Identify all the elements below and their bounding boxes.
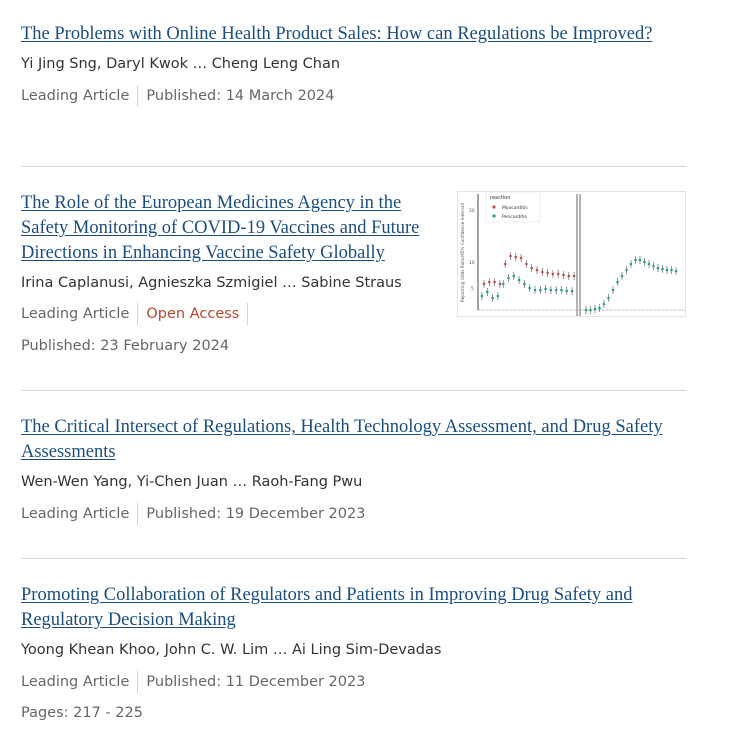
figure-point [607, 297, 610, 300]
figure-legend-item: Pericarditis [502, 215, 527, 220]
figure-point [675, 270, 678, 273]
publish-date: Published: 14 March 2024 [146, 88, 335, 104]
figure-point [666, 269, 669, 272]
figure-point [530, 267, 533, 270]
figure-point [589, 309, 592, 312]
article-title-link[interactable]: The Role of the European Medicines Agency in the Safety Monitoring of COVID-19 Vaccines and Future Directions in Enhancing Vaccine Safety Globally [21, 193, 420, 263]
figure-point [486, 291, 489, 294]
figure-point [657, 267, 660, 270]
figure-point [502, 283, 505, 286]
figure-point [493, 281, 496, 284]
figure-thumbnail-chart [458, 192, 685, 316]
figure-point [621, 275, 624, 278]
figure-legend-title: reaction [490, 195, 511, 201]
article-title-link[interactable]: The Problems with Online Health Product Sales: How can Regulations be Improved? [21, 24, 653, 44]
article-type: Leading Article [21, 88, 130, 104]
figure-point [509, 255, 512, 258]
open-access-badge: Open Access [146, 306, 240, 322]
figure-point [648, 263, 651, 266]
article-divider [21, 558, 686, 559]
figure-point [528, 287, 531, 290]
article-item [21, 191, 446, 356]
figure-point [550, 289, 553, 292]
figure-point [562, 274, 565, 277]
figure-point [643, 261, 646, 264]
article-type: Leading Article [21, 674, 130, 690]
figure-ytick: 10 [469, 261, 475, 266]
figure-point [603, 303, 606, 306]
figure-point [515, 256, 518, 259]
article-item [21, 583, 686, 723]
figure-point [544, 288, 547, 291]
figure-point [616, 281, 619, 284]
figure-point [598, 307, 601, 310]
figure-point [497, 295, 500, 298]
figure-point [661, 268, 664, 271]
article-authors: Yi Jing Sng, Daryl Kwok … Cheng Leng Chan [21, 56, 341, 72]
article-title-link[interactable]: The Critical Intersect of Regulations, Health Technology Assessment, and Drug Safety Assessments [21, 417, 663, 462]
figure-point [625, 269, 628, 272]
figure-point [630, 263, 633, 266]
figure-point [568, 275, 571, 278]
article-meta [21, 85, 686, 107]
figure-point [634, 259, 637, 262]
figure-point [546, 272, 549, 275]
figure-point [585, 309, 588, 312]
figure-point [539, 289, 542, 292]
article-title-link[interactable]: Promoting Collaboration of Regulators and Patients in Improving Drug Safety and Regulatory Decision Making [21, 585, 633, 630]
figure-point [652, 265, 655, 268]
figure-point [557, 273, 560, 276]
article-authors: Irina Caplanusi, Agnieszka Szmigiel … Sabine Straus [21, 275, 402, 291]
article-figure-thumbnail[interactable] [457, 191, 686, 317]
figure-point [571, 290, 574, 293]
figure-ylabel: Reporting Odds Ratio(95% Confidence Interval) [460, 202, 465, 302]
meta-divider [137, 671, 138, 693]
article-item [21, 415, 686, 525]
figure-point [612, 289, 615, 292]
figure-series [481, 252, 678, 314]
figure-point [499, 283, 502, 286]
article-divider [21, 166, 686, 167]
figure-point [481, 295, 484, 298]
figure-point [536, 269, 539, 272]
publish-date: Published: 11 December 2023 [146, 674, 366, 690]
article-authors: Wen-Wen Yang, Yi-Chen Juan … Raoh-Fang Pwu [21, 474, 363, 490]
publish-date: Published: 19 December 2023 [146, 506, 366, 522]
meta-divider [137, 503, 138, 525]
figure-point [520, 257, 523, 260]
figure-point [518, 279, 521, 282]
figure-point [560, 289, 563, 292]
figure-ytick: 5 [471, 287, 474, 292]
article-type: Leading Article [21, 306, 130, 322]
figure-point [573, 275, 576, 278]
article-authors: Yoong Khean Khoo, John C. W. Lim … Ai Ling Sim-Devadas [21, 642, 442, 658]
figure-point [594, 308, 597, 311]
figure-point [534, 289, 537, 292]
figure-point [639, 259, 642, 262]
article-meta [21, 303, 446, 325]
figure-point [483, 283, 486, 286]
article-meta [21, 671, 686, 693]
figure-point [523, 283, 526, 286]
meta-divider [137, 85, 138, 107]
figure-point [566, 290, 569, 293]
figure-point [488, 281, 491, 284]
figure-point [491, 297, 494, 300]
figure-ytick: 20 [469, 209, 475, 214]
legend-marker-myocarditis [492, 205, 495, 208]
article-item [21, 22, 686, 107]
legend-marker-pericarditis [492, 214, 495, 217]
figure-legend-item: Myocarditis [502, 206, 528, 211]
figure-point [541, 271, 544, 274]
meta-divider [137, 303, 138, 325]
article-type: Leading Article [21, 506, 130, 522]
figure-point [552, 273, 555, 276]
article-pages: Pages: 217 - 225 [21, 705, 143, 721]
publish-date: Published: 23 February 2024 [21, 338, 230, 354]
figure-point [670, 269, 673, 272]
figure-point [513, 275, 516, 278]
figure-point [525, 263, 528, 266]
meta-divider [247, 303, 248, 325]
article-meta [21, 503, 686, 525]
figure-point [555, 289, 558, 292]
article-divider [21, 390, 686, 391]
figure-point [504, 263, 507, 266]
figure-point [507, 277, 510, 280]
